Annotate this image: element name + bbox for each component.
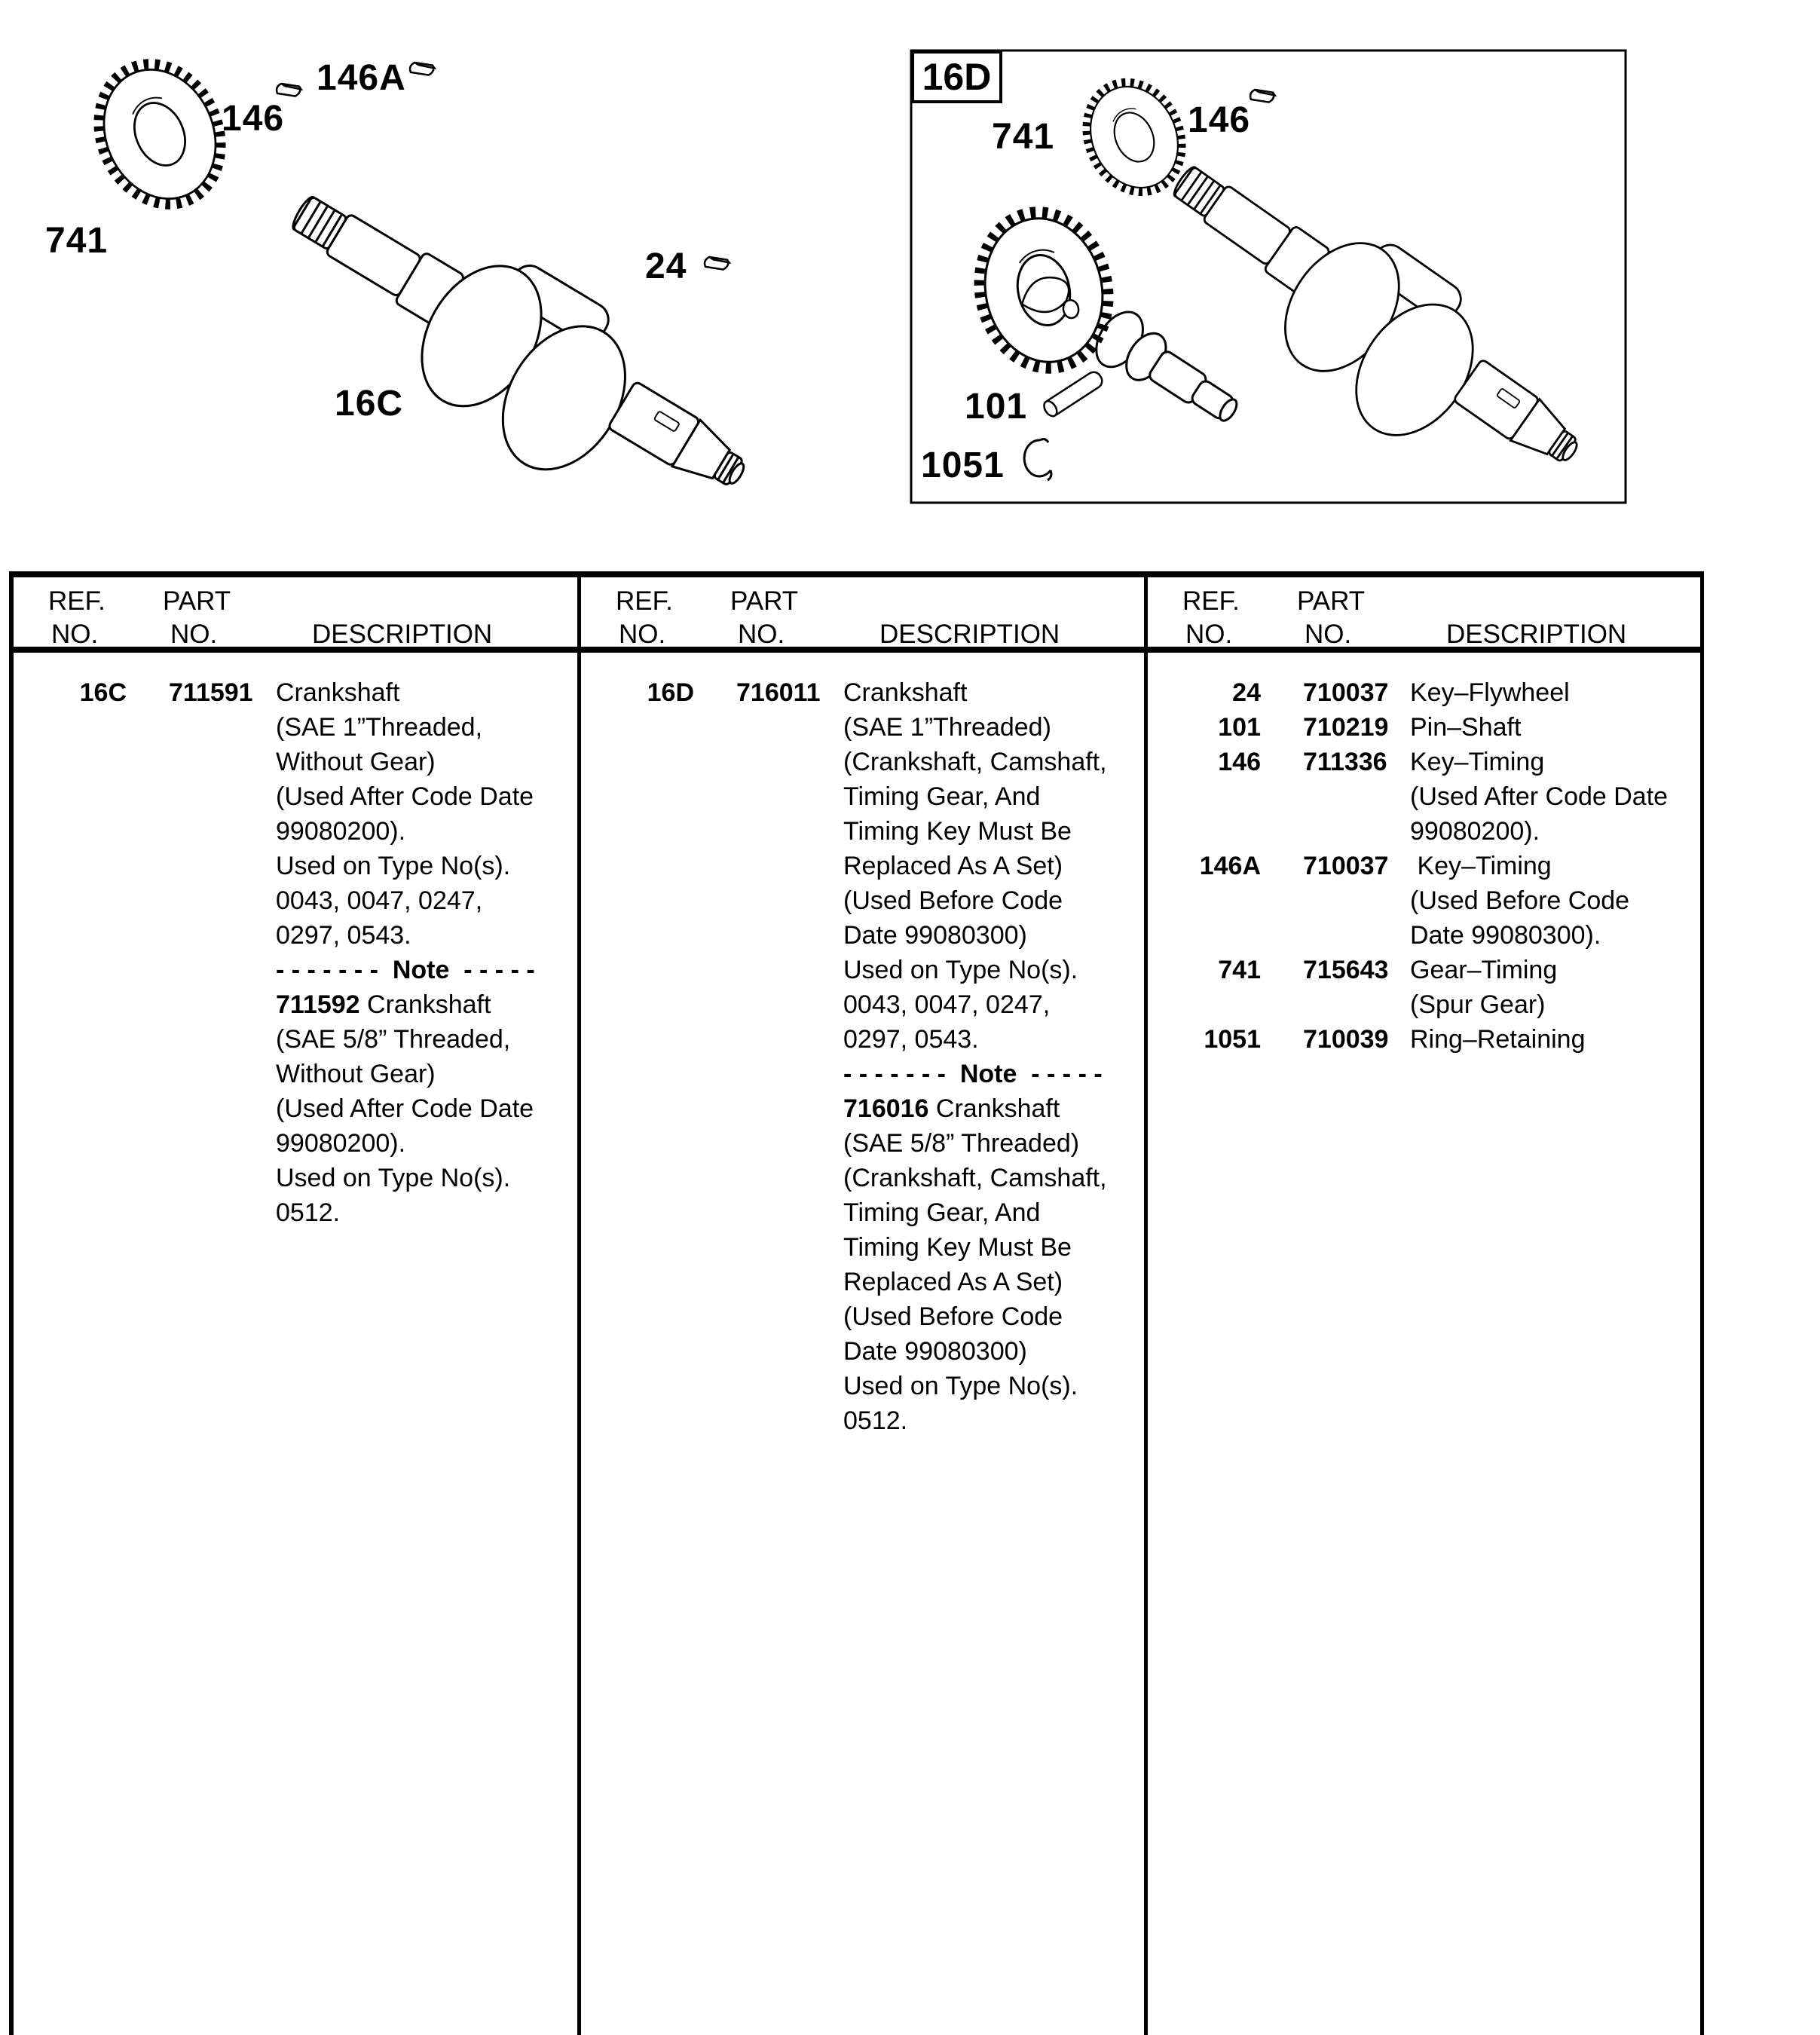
- key-146A-left-drawing: [409, 60, 436, 78]
- figure-16D-tag: 16D: [911, 50, 1002, 103]
- parts-table-column-2: [577, 577, 1144, 2035]
- column-rows: [1148, 653, 1700, 1057]
- callout-146-right: 146: [1188, 100, 1251, 140]
- column-header: [14, 577, 577, 653]
- key-24-drawing: [704, 255, 730, 272]
- table-row: [581, 675, 1144, 1438]
- exploded-parts-drawing: [0, 0, 1820, 573]
- part-no: 710039: [1303, 1025, 1389, 1054]
- parts-table-column-3: [1144, 577, 1700, 2035]
- description: Pin–Shaft: [1410, 713, 1522, 742]
- ref-no-header: NO.: [51, 620, 99, 649]
- timing-gear-741-left-drawing: [77, 44, 242, 224]
- table-row: [1148, 710, 1700, 745]
- part-no-header: PART: [730, 586, 799, 616]
- description: Gear–Timing (Spur Gear): [1410, 956, 1558, 1019]
- part-no: 716011: [736, 678, 821, 707]
- part-no: 711336: [1303, 748, 1387, 776]
- callout-741-right: 741: [992, 117, 1055, 157]
- callout-146-left: 146: [222, 99, 285, 139]
- description: Key–Timing (Used Before Code Date 99080300).: [1410, 852, 1630, 950]
- callout-741-left: 741: [45, 221, 109, 261]
- ref-no-header: NO.: [619, 620, 666, 649]
- part-no: 710037: [1303, 852, 1389, 880]
- description: Crankshaft (SAE 1”Threaded, Without Gear) (Used After Code Date 99080200). Used on Type No(s). 0043, 0047, 0247, 0297, 0543. - - - - - - - Note - - - - - 711592 Crankshaft (SAE 5/8” Threaded, Without Gear) (Used After Code Date 99080200). Used on Type No(s). 0512.: [276, 678, 535, 1227]
- part-no: 715643: [1303, 956, 1389, 984]
- parts-table-column-1: [14, 577, 577, 2035]
- column-header: [581, 577, 1144, 653]
- ref-no: 24: [1232, 678, 1261, 707]
- callout-1051: 1051: [921, 445, 1005, 485]
- part-no-header: PART: [1297, 586, 1366, 616]
- part-no: 710037: [1303, 678, 1389, 707]
- part-no-header: NO.: [1305, 620, 1352, 649]
- ref-no-header: REF.: [1182, 586, 1240, 616]
- callout-24: 24: [645, 246, 687, 286]
- part-no: 710219: [1303, 713, 1389, 742]
- description-header: DESCRIPTION: [1446, 620, 1627, 649]
- ref-no: 16C: [79, 678, 127, 707]
- table-row: [1148, 675, 1700, 710]
- description: Key–Flywheel: [1410, 678, 1570, 707]
- part-no: 711591: [169, 678, 253, 707]
- description-header: DESCRIPTION: [879, 620, 1060, 649]
- key-146-left-drawing: [276, 81, 302, 99]
- description: Key–Timing (Used After Code Date 99080200).: [1410, 748, 1669, 846]
- table-row: [1148, 1022, 1700, 1057]
- ref-no: 101: [1218, 713, 1261, 742]
- description: Ring–Retaining: [1410, 1025, 1586, 1054]
- part-no-header: PART: [163, 586, 231, 616]
- ref-no: 16D: [647, 678, 694, 707]
- description: Crankshaft (SAE 1”Threaded) (Crankshaft, Camshaft, Timing Gear, And Timing Key Must Be Replaced As A Set) (Used Before Code Date 99080300) Used on Type No(s). 0043, 0047, 0247, 0297, 0543. - - - - - - - Note - - - - - 716016 Crankshaft (SAE 5/8” Threaded) (Crankshaft, Camshaft, Timing Gear, And Timing Key Must Be Replaced As A Set) (Used Before Code Date 99080300) Used on Type No(s). 0512.: [843, 678, 1107, 1435]
- part-no-header: NO.: [170, 620, 218, 649]
- column-rows: [581, 653, 1144, 1438]
- ref-no: 741: [1218, 956, 1261, 984]
- part-no-header: NO.: [738, 620, 785, 649]
- column-rows: [14, 653, 577, 1230]
- parts-table: [9, 571, 1704, 2035]
- ref-no: 1051: [1204, 1025, 1261, 1054]
- table-row: [14, 675, 577, 1230]
- crankshaft-16C-drawing: [247, 147, 778, 562]
- ref-no-header: NO.: [1185, 620, 1233, 649]
- table-row: [1148, 953, 1700, 1022]
- column-header: [1148, 577, 1700, 653]
- ref-no: 146: [1218, 748, 1261, 776]
- callout-146A: 146A: [317, 58, 406, 98]
- ref-no-header: REF.: [48, 586, 106, 616]
- ref-no-header: REF.: [616, 586, 673, 616]
- callout-16C: 16C: [335, 384, 404, 424]
- description-header: DESCRIPTION: [312, 620, 493, 649]
- ref-no: 146A: [1199, 852, 1261, 880]
- table-row: [1148, 849, 1700, 953]
- callout-101: 101: [965, 387, 1028, 427]
- table-row: [1148, 745, 1700, 849]
